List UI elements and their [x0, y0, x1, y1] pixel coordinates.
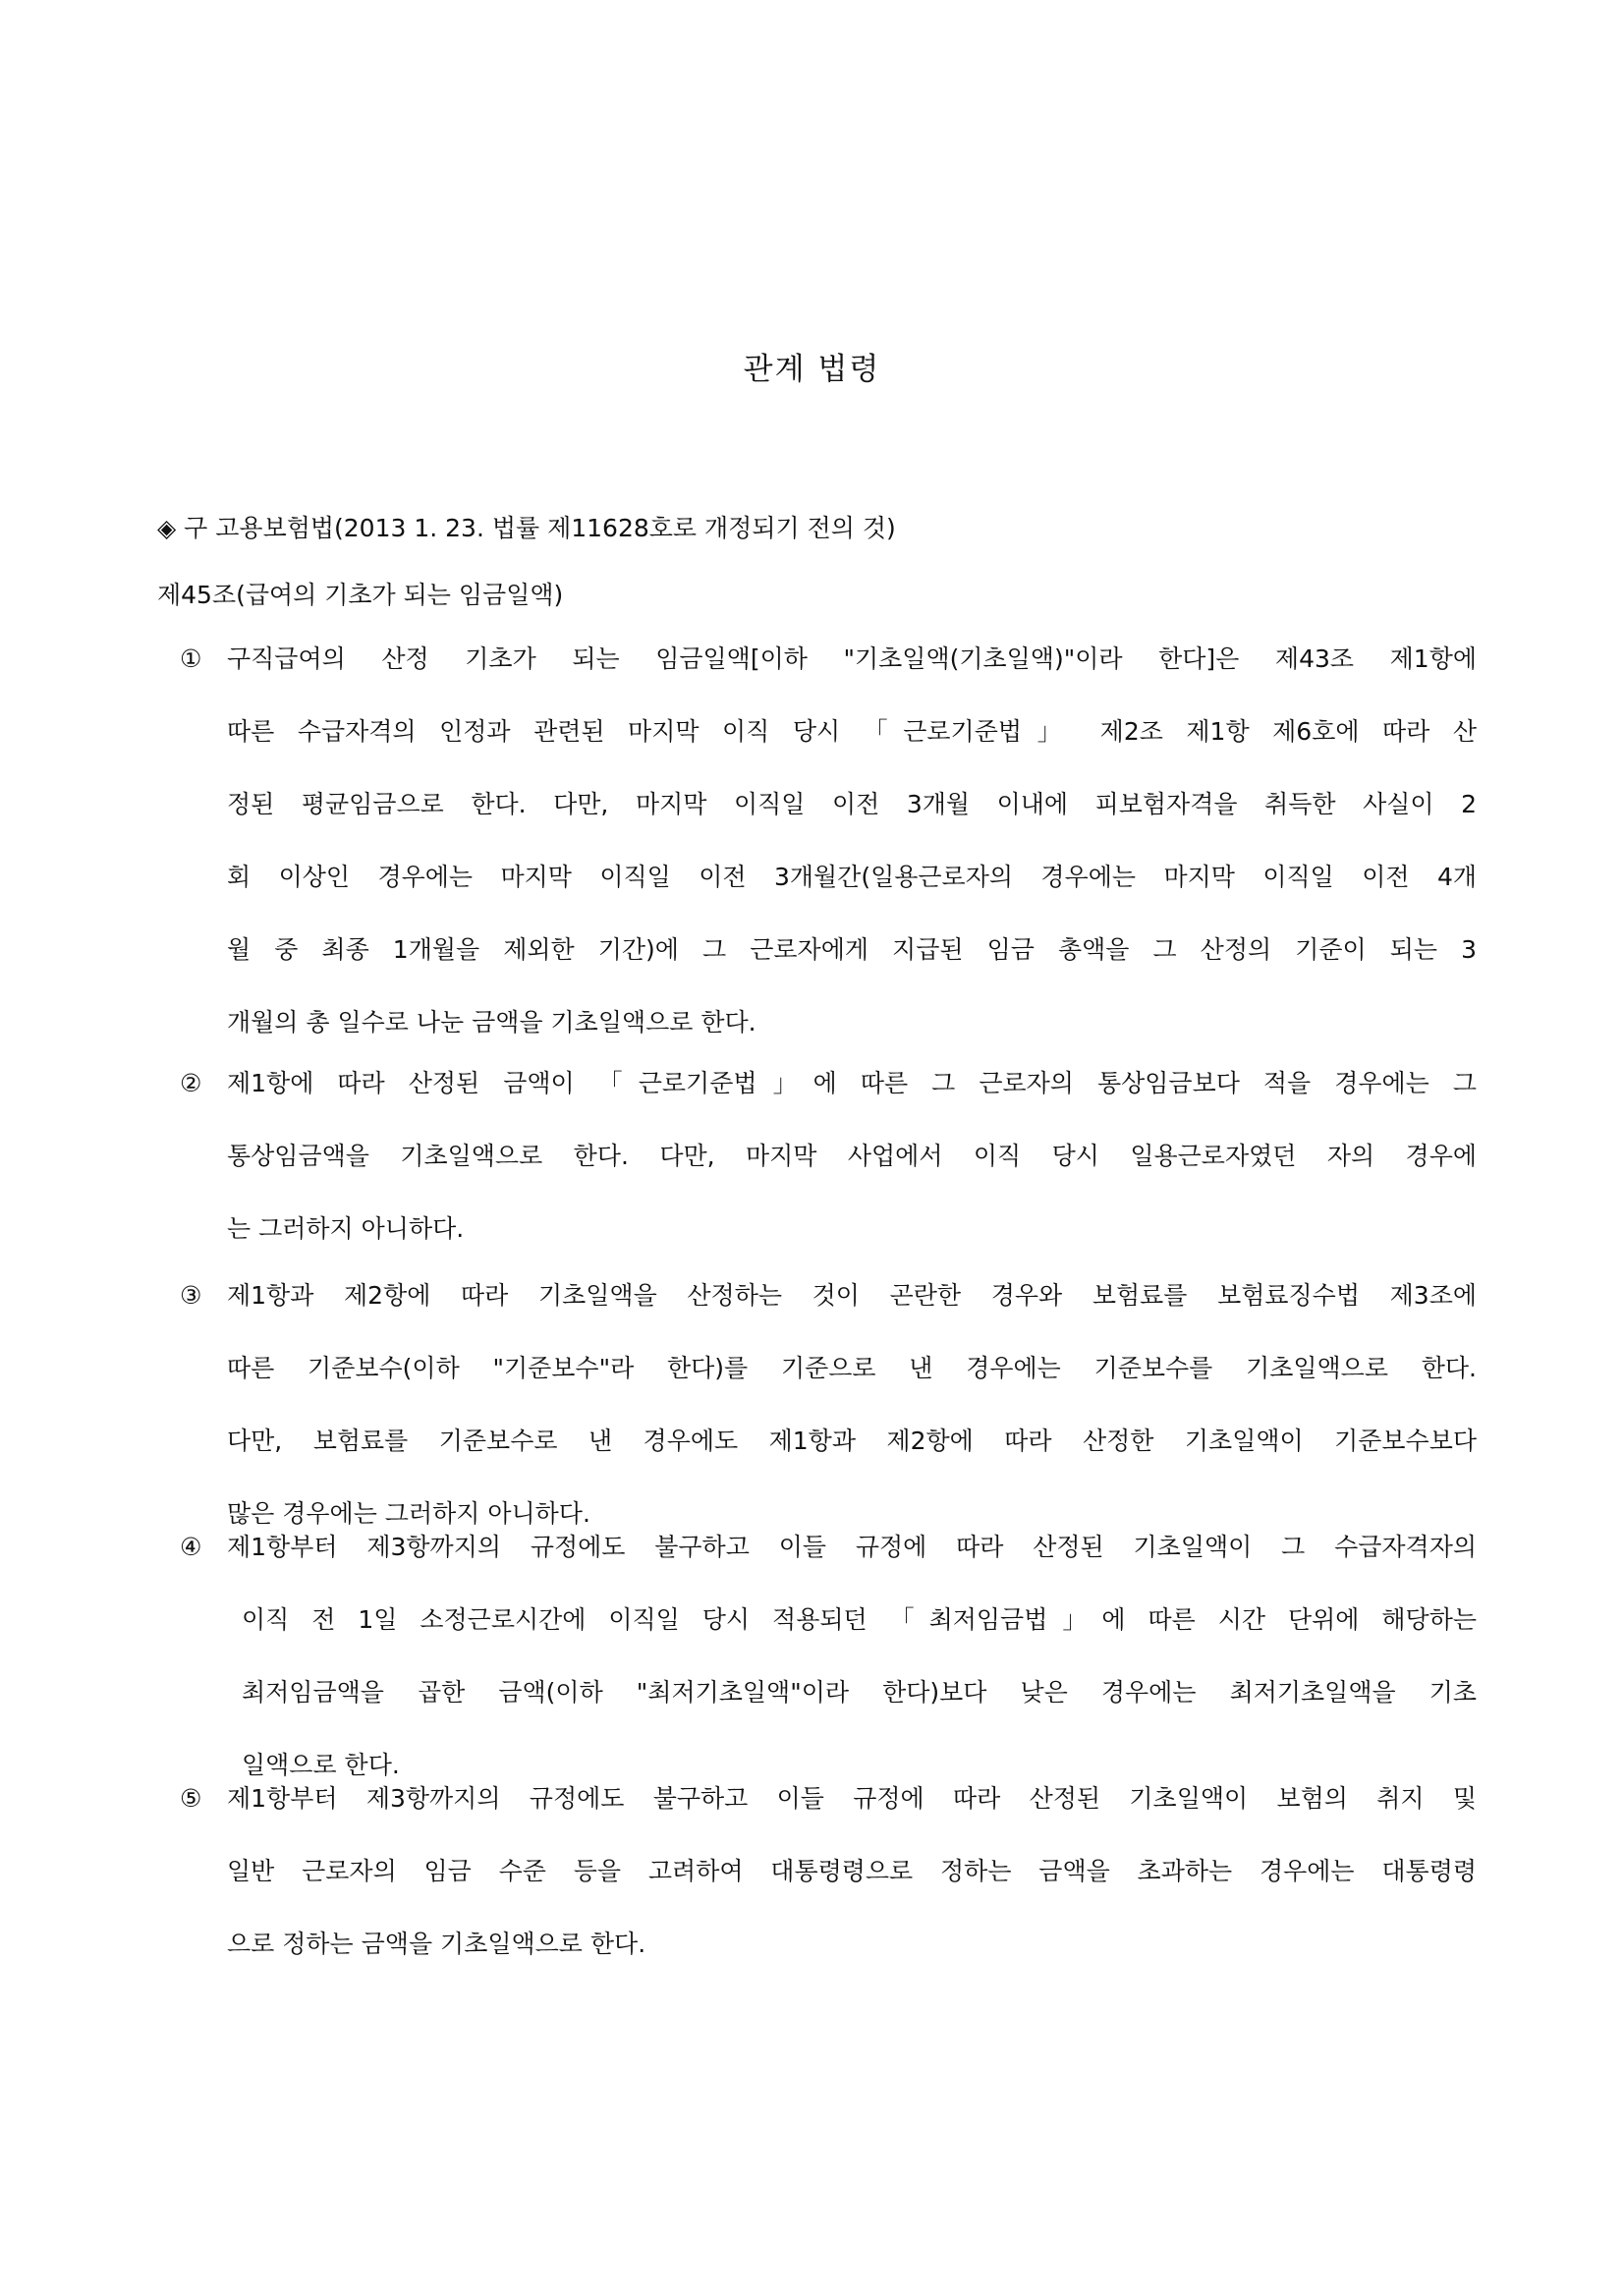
- paragraph-line: [180, 1511, 1477, 1584]
- paragraph-line: 일반 근로자의 임금 수준 등을 고려하여 대통령령으로 정하는 금액을 초과하는 경우에는 대통령령: [227, 1857, 1477, 1885]
- paragraph-text: 제1항과 제2항에 따라 기초일액을 산정하는 것이 곤란한 경우와 보험료를 보험료징수법 제3조에: [227, 1281, 1477, 1310]
- paragraph-text: 제1항부터 제3항까지의 규정에도 불구하고 이들 규정에 따라 산정된 기초일액이 보험의 취지 및: [227, 1784, 1477, 1813]
- paragraph-text: 구직급여의 산정 기초가 되는 임금일액[이하 "기초일액(기초일액)"이라 한다]은 제43조 제1항에: [227, 644, 1477, 673]
- paragraph-4: [180, 1511, 1477, 1802]
- paragraph-1: [180, 623, 1477, 1059]
- law-source-line: ◈ 구 고용보험법(2013 1. 23. 법률 제11628호로 개정되기 전의 것): [157, 514, 896, 542]
- paragraph-line: 월 중 최종 1개월을 제외한 기간)에 그 근로자에게 지급된 임금 총액을 그 산정의 기준이 되는 3: [227, 935, 1477, 964]
- paragraph-line: 이직 전 1일 소정근로시간에 이직일 당시 적용되던 「최저임금법」에 따른 시간 단위에 해당하는: [242, 1605, 1477, 1634]
- paragraph-line: 통상임금액을 기초일액으로 한다. 다만, 마지막 사업에서 이직 당시 일용근로자였던 자의 경우에: [227, 1142, 1477, 1170]
- paragraph-number: ④: [180, 1533, 202, 1561]
- paragraph-number: ①: [180, 644, 202, 673]
- paragraph-line: 따른 기준보수(이하 "기준보수"라 한다)를 기준으로 낸 경우에는 기준보수를 기초일액으로 한다.: [227, 1354, 1477, 1382]
- paragraph-line: [180, 1047, 1477, 1120]
- article-heading: 제45조(급여의 기초가 되는 임금일액): [157, 581, 564, 609]
- paragraph-line: [180, 623, 1477, 696]
- paragraph-3: [180, 1260, 1477, 1550]
- paragraph-text: 제1항에 따라 산정된 금액이 「근로기준법」에 따른 그 근로자의 통상임금보다 적을 경우에는 그: [227, 1069, 1477, 1097]
- paragraph-line: [180, 1260, 1477, 1332]
- paragraph-line: 많은 경우에는 그러하지 아니하다.: [227, 1499, 590, 1528]
- paragraph-line: 는 그러하지 아니하다.: [227, 1214, 465, 1243]
- paragraph-number: ③: [180, 1281, 202, 1310]
- paragraph-line: 회 이상인 경우에는 마지막 이직일 이전 3개월간(일용근로자의 경우에는 마지막 이직일 이전 4개: [227, 863, 1477, 891]
- paragraph-line: [180, 1763, 1477, 1835]
- page-title: 관계 법령: [743, 352, 881, 387]
- paragraph-line: 으로 정하는 금액을 기초일액으로 한다.: [227, 1930, 646, 1958]
- paragraph-number: ②: [180, 1069, 202, 1097]
- paragraph-line: 따른 수급자격의 인정과 관련된 마지막 이직 당시 「근로기준법」 제2조 제1항 제6호에 따라 산: [227, 717, 1477, 746]
- paragraph-line: 다만, 보험료를 기준보수로 낸 경우에도 제1항과 제2항에 따라 산정한 기초일액이 기준보수보다: [227, 1427, 1477, 1455]
- paragraph-line: 개월의 총 일수로 나눈 금액을 기초일액으로 한다.: [227, 1008, 756, 1036]
- paragraph-line: 정된 평균임금으로 한다. 다만, 마지막 이직일 이전 3개월 이내에 피보험자격을 취득한 사실이 2: [227, 790, 1477, 818]
- paragraph-line: 일액으로 한다.: [242, 1751, 400, 1779]
- paragraph-2: [180, 1047, 1477, 1265]
- paragraph-text: 제1항부터 제3항까지의 규정에도 불구하고 이들 규정에 따라 산정된 기초일액이 그 수급자격자의: [227, 1533, 1477, 1561]
- paragraph-number: ⑤: [180, 1784, 202, 1813]
- paragraph-5: [180, 1763, 1477, 1981]
- paragraph-line: 최저임금액을 곱한 금액(이하 "최저기초일액"이라 한다)보다 낮은 경우에는 최저기초일액을 기초: [242, 1678, 1477, 1707]
